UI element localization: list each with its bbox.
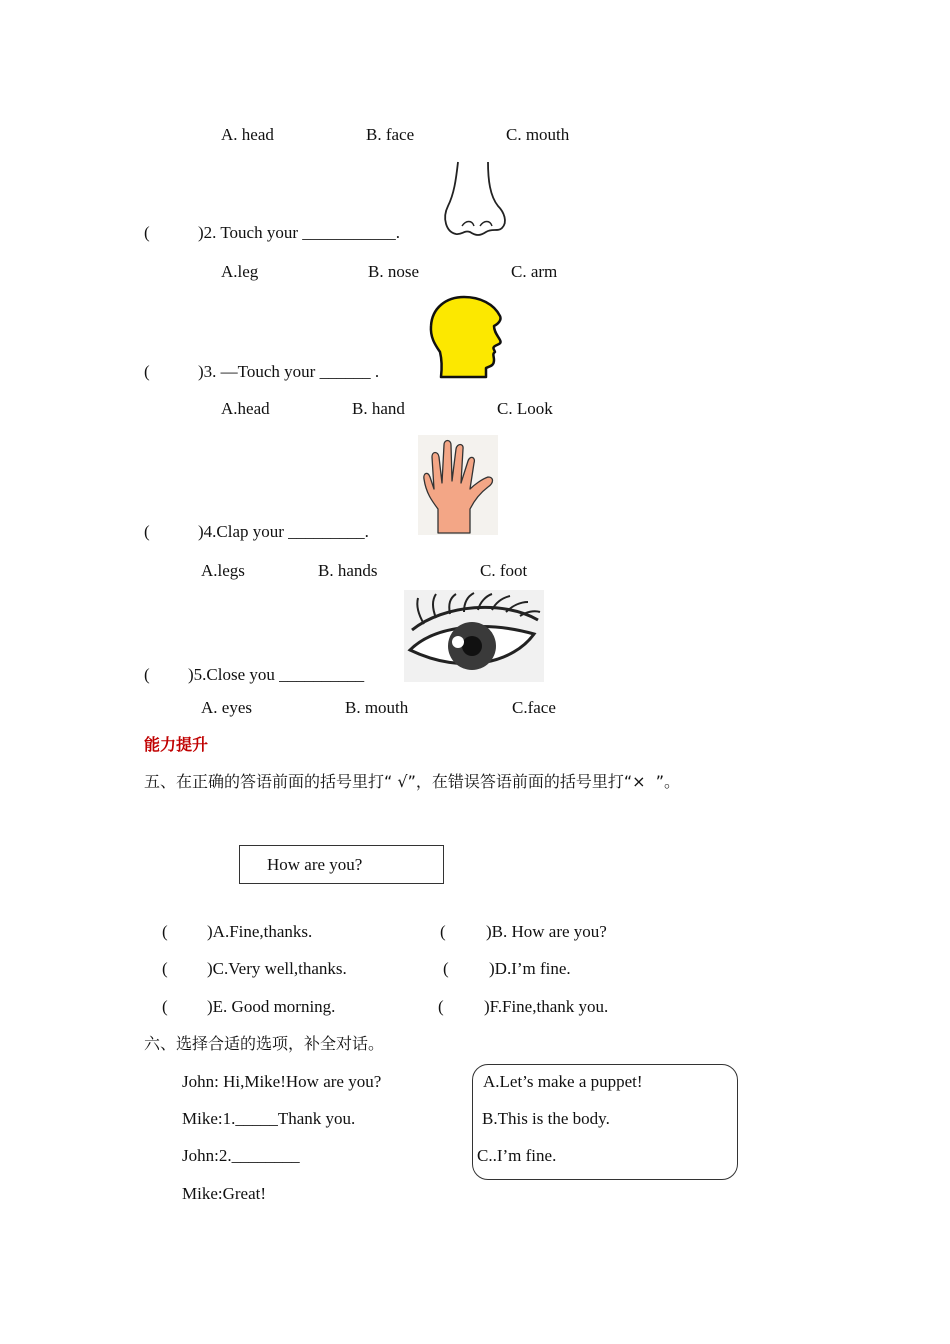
item-a-text: )A.Fine,thanks. <box>207 922 313 941</box>
q3-option-a: A.head <box>221 399 270 418</box>
dialogue-line-2: Mike:1._____Thank you. <box>182 1109 356 1128</box>
q3-option-b: B. hand <box>352 399 405 418</box>
item-c-paren: ( <box>162 959 168 978</box>
item-c-text: )C.Very well,thanks. <box>207 959 347 978</box>
choice-a: A.Let’s make a puppet! <box>483 1072 643 1091</box>
section-heading: 能力提升 <box>144 735 209 754</box>
section6-title: 六、选择合适的选项，补全对话。 <box>144 1034 385 1053</box>
q4-stem: )4.Clap your _________. <box>198 522 369 541</box>
q1-option-b: B. face <box>366 125 415 144</box>
q2-paren: ( <box>144 223 150 242</box>
q2-option-a: A.leg <box>221 262 259 281</box>
nose-picture <box>440 160 508 240</box>
section5-prompt: How are you? <box>267 855 363 874</box>
hand-picture <box>418 435 498 535</box>
item-e-text: )E. Good morning. <box>207 997 336 1016</box>
item-b-text: )B. How are you? <box>486 922 607 941</box>
dialogue-line-1: John: Hi,Mike!How are you? <box>182 1072 382 1091</box>
item-f-paren: ( <box>438 997 444 1016</box>
q2-stem: )2. Touch your ___________. <box>198 223 401 242</box>
q4-option-c: C. foot <box>480 561 528 580</box>
q3-option-c: C. Look <box>497 399 553 418</box>
q5-option-c: C.face <box>512 698 556 717</box>
item-e-paren: ( <box>162 997 168 1016</box>
q5-option-b: B. mouth <box>345 698 409 717</box>
q2-option-b: B. nose <box>368 262 419 281</box>
dialogue-line-4: Mike:Great! <box>182 1184 267 1203</box>
q5-paren: ( <box>144 665 150 684</box>
choice-b: B.This is the body. <box>482 1109 610 1128</box>
q4-option-b: B. hands <box>318 561 378 580</box>
eye-picture <box>404 590 544 682</box>
item-f-text: )F.Fine,thank you. <box>484 997 609 1016</box>
dialogue-line-3: John:2.________ <box>182 1146 300 1165</box>
q1-option-c: C. mouth <box>506 125 570 144</box>
q5-option-a: A. eyes <box>201 698 252 717</box>
item-a-paren: ( <box>162 922 168 941</box>
q5-stem: )5.Close you __________ <box>188 665 365 684</box>
q3-stem: )3. —Touch your ______ . <box>198 362 380 381</box>
q4-option-a: A.legs <box>201 561 245 580</box>
head-picture <box>428 294 506 380</box>
q1-option-a: A. head <box>221 125 274 144</box>
q3-paren: ( <box>144 362 150 381</box>
section5-title: 五、在正确的答语前面的括号里打“ √”，在错误答语前面的括号里打“× ”。 <box>144 772 681 791</box>
item-b-paren: ( <box>440 922 446 941</box>
q2-option-c: C. arm <box>511 262 558 281</box>
q4-paren: ( <box>144 522 150 541</box>
item-d-paren: ( <box>443 959 449 978</box>
item-d-text: )D.I’m fine. <box>489 959 571 978</box>
section5-prompt-box <box>239 845 444 884</box>
choices-box <box>472 1064 738 1180</box>
choice-c: C..I’m fine. <box>477 1146 557 1165</box>
